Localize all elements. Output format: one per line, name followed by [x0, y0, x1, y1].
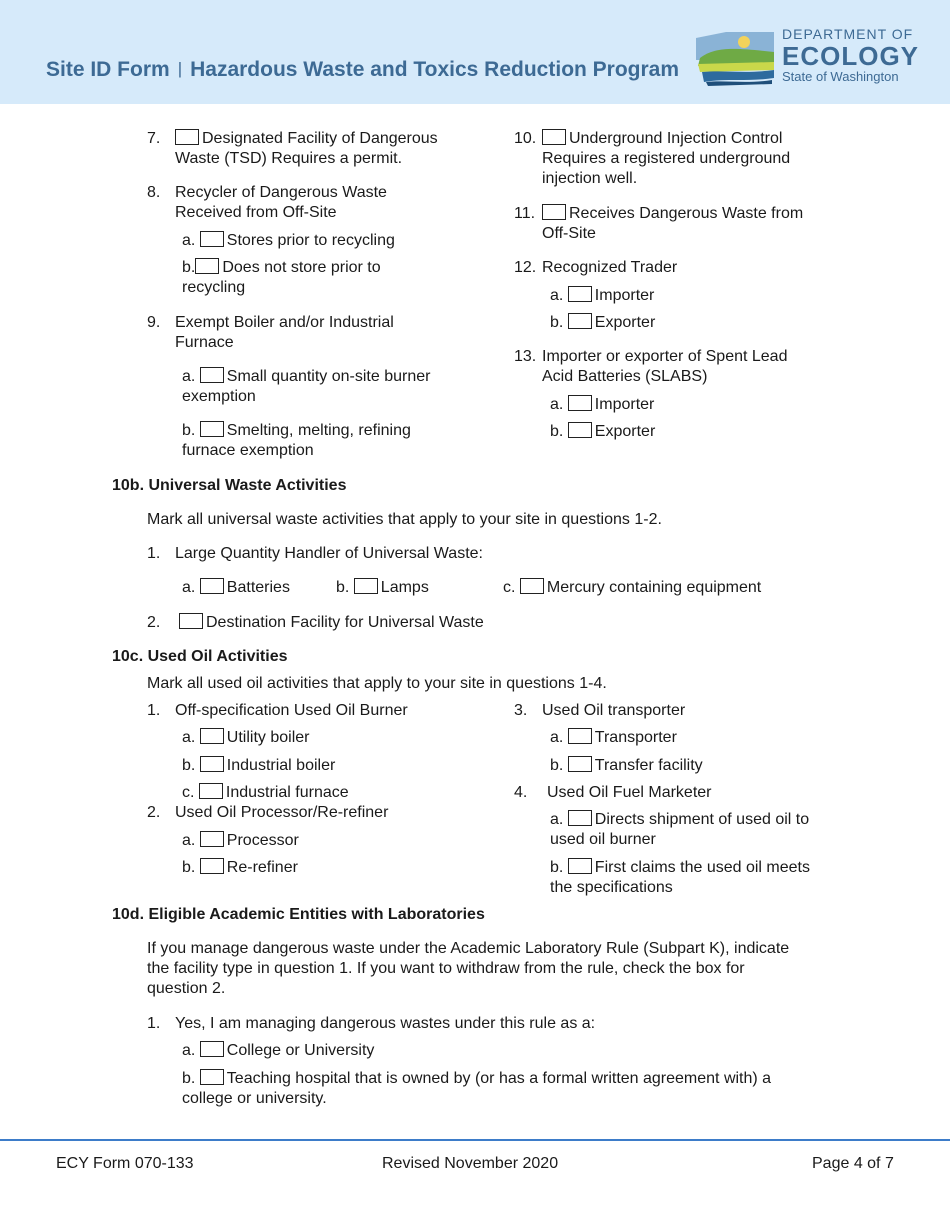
- uo-q3-number: 3.: [514, 702, 528, 719]
- checkbox[interactable]: [200, 831, 224, 847]
- checkbox[interactable]: [520, 578, 544, 594]
- checkbox[interactable]: [568, 756, 592, 772]
- section-10d-para: If you manage dangerous waste under the Academic Laboratory Rule (Subpart K), indicate: [147, 940, 790, 957]
- uo-q3-label: Used Oil transporter: [542, 702, 686, 719]
- uo-q2a: a. Processor: [182, 832, 299, 849]
- checkbox[interactable]: [568, 810, 592, 826]
- item-8-number: 8.: [147, 184, 161, 201]
- item-12-number: 12.: [514, 259, 537, 276]
- section-10d-heading: 10d. Eligible Academic Entities with Laboratories: [112, 906, 485, 923]
- uo-q4-number: 4.: [514, 784, 528, 801]
- item-10-number: 10.: [514, 130, 537, 147]
- checkbox[interactable]: [568, 728, 592, 744]
- checkbox[interactable]: [542, 204, 566, 220]
- header-title: [46, 58, 679, 82]
- checkbox[interactable]: [542, 129, 566, 145]
- item-12a: a. Importer: [550, 287, 655, 304]
- item-8b-cont: recycling: [182, 279, 246, 296]
- checkbox[interactable]: [200, 367, 224, 383]
- item-8-label-cont: Received from Off-Site: [175, 204, 337, 221]
- uo-q1b: b. Industrial boiler: [182, 757, 336, 774]
- item-7-label: Designated Facility of Dangerous: [175, 129, 438, 149]
- uo-q4a-cont: used oil burner: [550, 831, 656, 848]
- item-12b: b. Exporter: [550, 314, 656, 331]
- checkbox[interactable]: [199, 783, 223, 799]
- uw-option-a: a. Batteries: [182, 579, 290, 596]
- title-separator: |: [177, 59, 183, 78]
- checkbox[interactable]: [200, 421, 224, 437]
- uo-q1-label: Off-specification Used Oil Burner: [175, 702, 408, 719]
- footer-revised: Revised November 2020: [382, 1155, 559, 1172]
- checkbox[interactable]: [568, 858, 592, 874]
- ac-option-b: b. Teaching hospital that is owned by (or has a formal written agreement with) a: [182, 1070, 772, 1087]
- ac-q1-label: Yes, I am managing dangerous wastes under this rule as a:: [175, 1015, 596, 1032]
- program-name: Hazardous Waste and Toxics Reduction Program: [190, 58, 680, 81]
- item-8a: a. Stores prior to recycling: [182, 232, 395, 249]
- item-7-label-cont: Waste (TSD) Requires a permit.: [175, 150, 403, 167]
- item-13-label-cont: Acid Batteries (SLABS): [542, 368, 708, 385]
- uw-q1-label: Large Quantity Handler of Universal Waste:: [175, 545, 483, 562]
- item-9a-cont: exemption: [182, 388, 256, 405]
- uw-option-c: c. Mercury containing equipment: [503, 579, 762, 596]
- section-10d-para-3: question 2.: [147, 980, 226, 997]
- checkbox[interactable]: [200, 578, 224, 594]
- section-10c-intro: Mark all used oil activities that apply to your site in questions 1-4.: [147, 675, 607, 692]
- uw-q1-number: 1.: [147, 545, 161, 562]
- section-10d-para-2: the facility type in question 1. If you want to withdraw from the rule, check the box for: [147, 960, 745, 977]
- item-13-number: 13.: [514, 348, 537, 365]
- item-8-label: Recycler of Dangerous Waste: [175, 184, 387, 201]
- checkbox[interactable]: [568, 286, 592, 302]
- item-11-number: 11.: [514, 205, 536, 222]
- logo-ecology: ECOLOGY: [782, 41, 920, 71]
- uo-q1c: c. Industrial furnace: [182, 784, 349, 801]
- item-9-number: 9.: [147, 314, 161, 331]
- checkbox[interactable]: [200, 1069, 224, 1085]
- uo-q4b-cont: the specifications: [550, 879, 673, 896]
- item-13b: b. Exporter: [550, 423, 656, 440]
- ac-q1-number: 1.: [147, 1015, 161, 1032]
- logo-state: State of Washington: [782, 69, 899, 84]
- item-10-label-cont: Requires a registered underground: [542, 150, 791, 167]
- section-10b-intro: Mark all universal waste activities that apply to your site in questions 1-2.: [147, 511, 662, 528]
- item-9-label-cont: Furnace: [175, 334, 234, 351]
- item-9a: a. Small quantity on-site burner: [182, 368, 431, 385]
- uo-q2b: b. Re-refiner: [182, 859, 298, 876]
- checkbox[interactable]: [175, 129, 199, 145]
- ecology-logo-text: [782, 26, 919, 85]
- uo-q1a: a. Utility boiler: [182, 729, 310, 746]
- item-10-label: Underground Injection Control: [542, 129, 782, 149]
- footer-page-number: Page 4 of 7: [812, 1155, 894, 1172]
- uo-q4b: b. First claims the used oil meets: [550, 859, 810, 876]
- ecology-logo-icon: [696, 30, 776, 86]
- ac-option-a: a. College or University: [182, 1042, 375, 1059]
- item-8b: b. Does not store prior to: [182, 259, 381, 276]
- uw-q2-number: 2.: [147, 614, 161, 631]
- section-10c-heading: 10c. Used Oil Activities: [112, 648, 288, 665]
- item-11-label: Receives Dangerous Waste from: [542, 204, 803, 224]
- uo-q3a: a. Transporter: [550, 729, 677, 746]
- uo-q1-number: 1.: [147, 702, 161, 719]
- form-title: Site ID Form: [46, 58, 170, 81]
- item-9-label: Exempt Boiler and/or Industrial: [175, 314, 394, 331]
- uo-q2-number: 2.: [147, 804, 161, 821]
- checkbox[interactable]: [568, 422, 592, 438]
- item-12-label: Recognized Trader: [542, 259, 678, 276]
- item-10-label-cont2: injection well.: [542, 170, 638, 187]
- logo-department: DEPARTMENT OF: [782, 26, 914, 42]
- page-header: [0, 0, 950, 104]
- uw-option-b: b. Lamps: [336, 579, 429, 596]
- item-13-label: Importer or exporter of Spent Lead: [542, 348, 788, 365]
- section-10b-heading: 10b. Universal Waste Activities: [112, 477, 347, 494]
- item-9b-cont: furnace exemption: [182, 442, 314, 459]
- uo-q3b: b. Transfer facility: [550, 757, 703, 774]
- item-11-label-cont: Off-Site: [542, 225, 596, 242]
- uo-q2-label: Used Oil Processor/Re-refiner: [175, 804, 389, 821]
- checkbox[interactable]: [200, 756, 224, 772]
- footer-form-number: ECY Form 070-133: [56, 1155, 194, 1172]
- checkbox[interactable]: [568, 395, 592, 411]
- item-7-number: 7.: [147, 130, 161, 147]
- checkbox[interactable]: [200, 1041, 224, 1057]
- item-9b: b. Smelting, melting, refining: [182, 422, 411, 439]
- checkbox[interactable]: [179, 613, 203, 629]
- uo-q4-label: Used Oil Fuel Marketer: [547, 784, 712, 801]
- checkbox[interactable]: [200, 231, 224, 247]
- checkbox[interactable]: [354, 578, 378, 594]
- checkbox[interactable]: [568, 313, 592, 329]
- ac-option-b-cont: college or university.: [182, 1090, 327, 1107]
- uo-q4a: a. Directs shipment of used oil to: [550, 811, 810, 828]
- item-13a: a. Importer: [550, 396, 655, 413]
- checkbox[interactable]: [195, 258, 219, 274]
- footer-rule: [0, 1139, 950, 1141]
- checkbox[interactable]: [200, 728, 224, 744]
- checkbox[interactable]: [200, 858, 224, 874]
- uw-q2-label: Destination Facility for Universal Waste: [179, 613, 484, 633]
